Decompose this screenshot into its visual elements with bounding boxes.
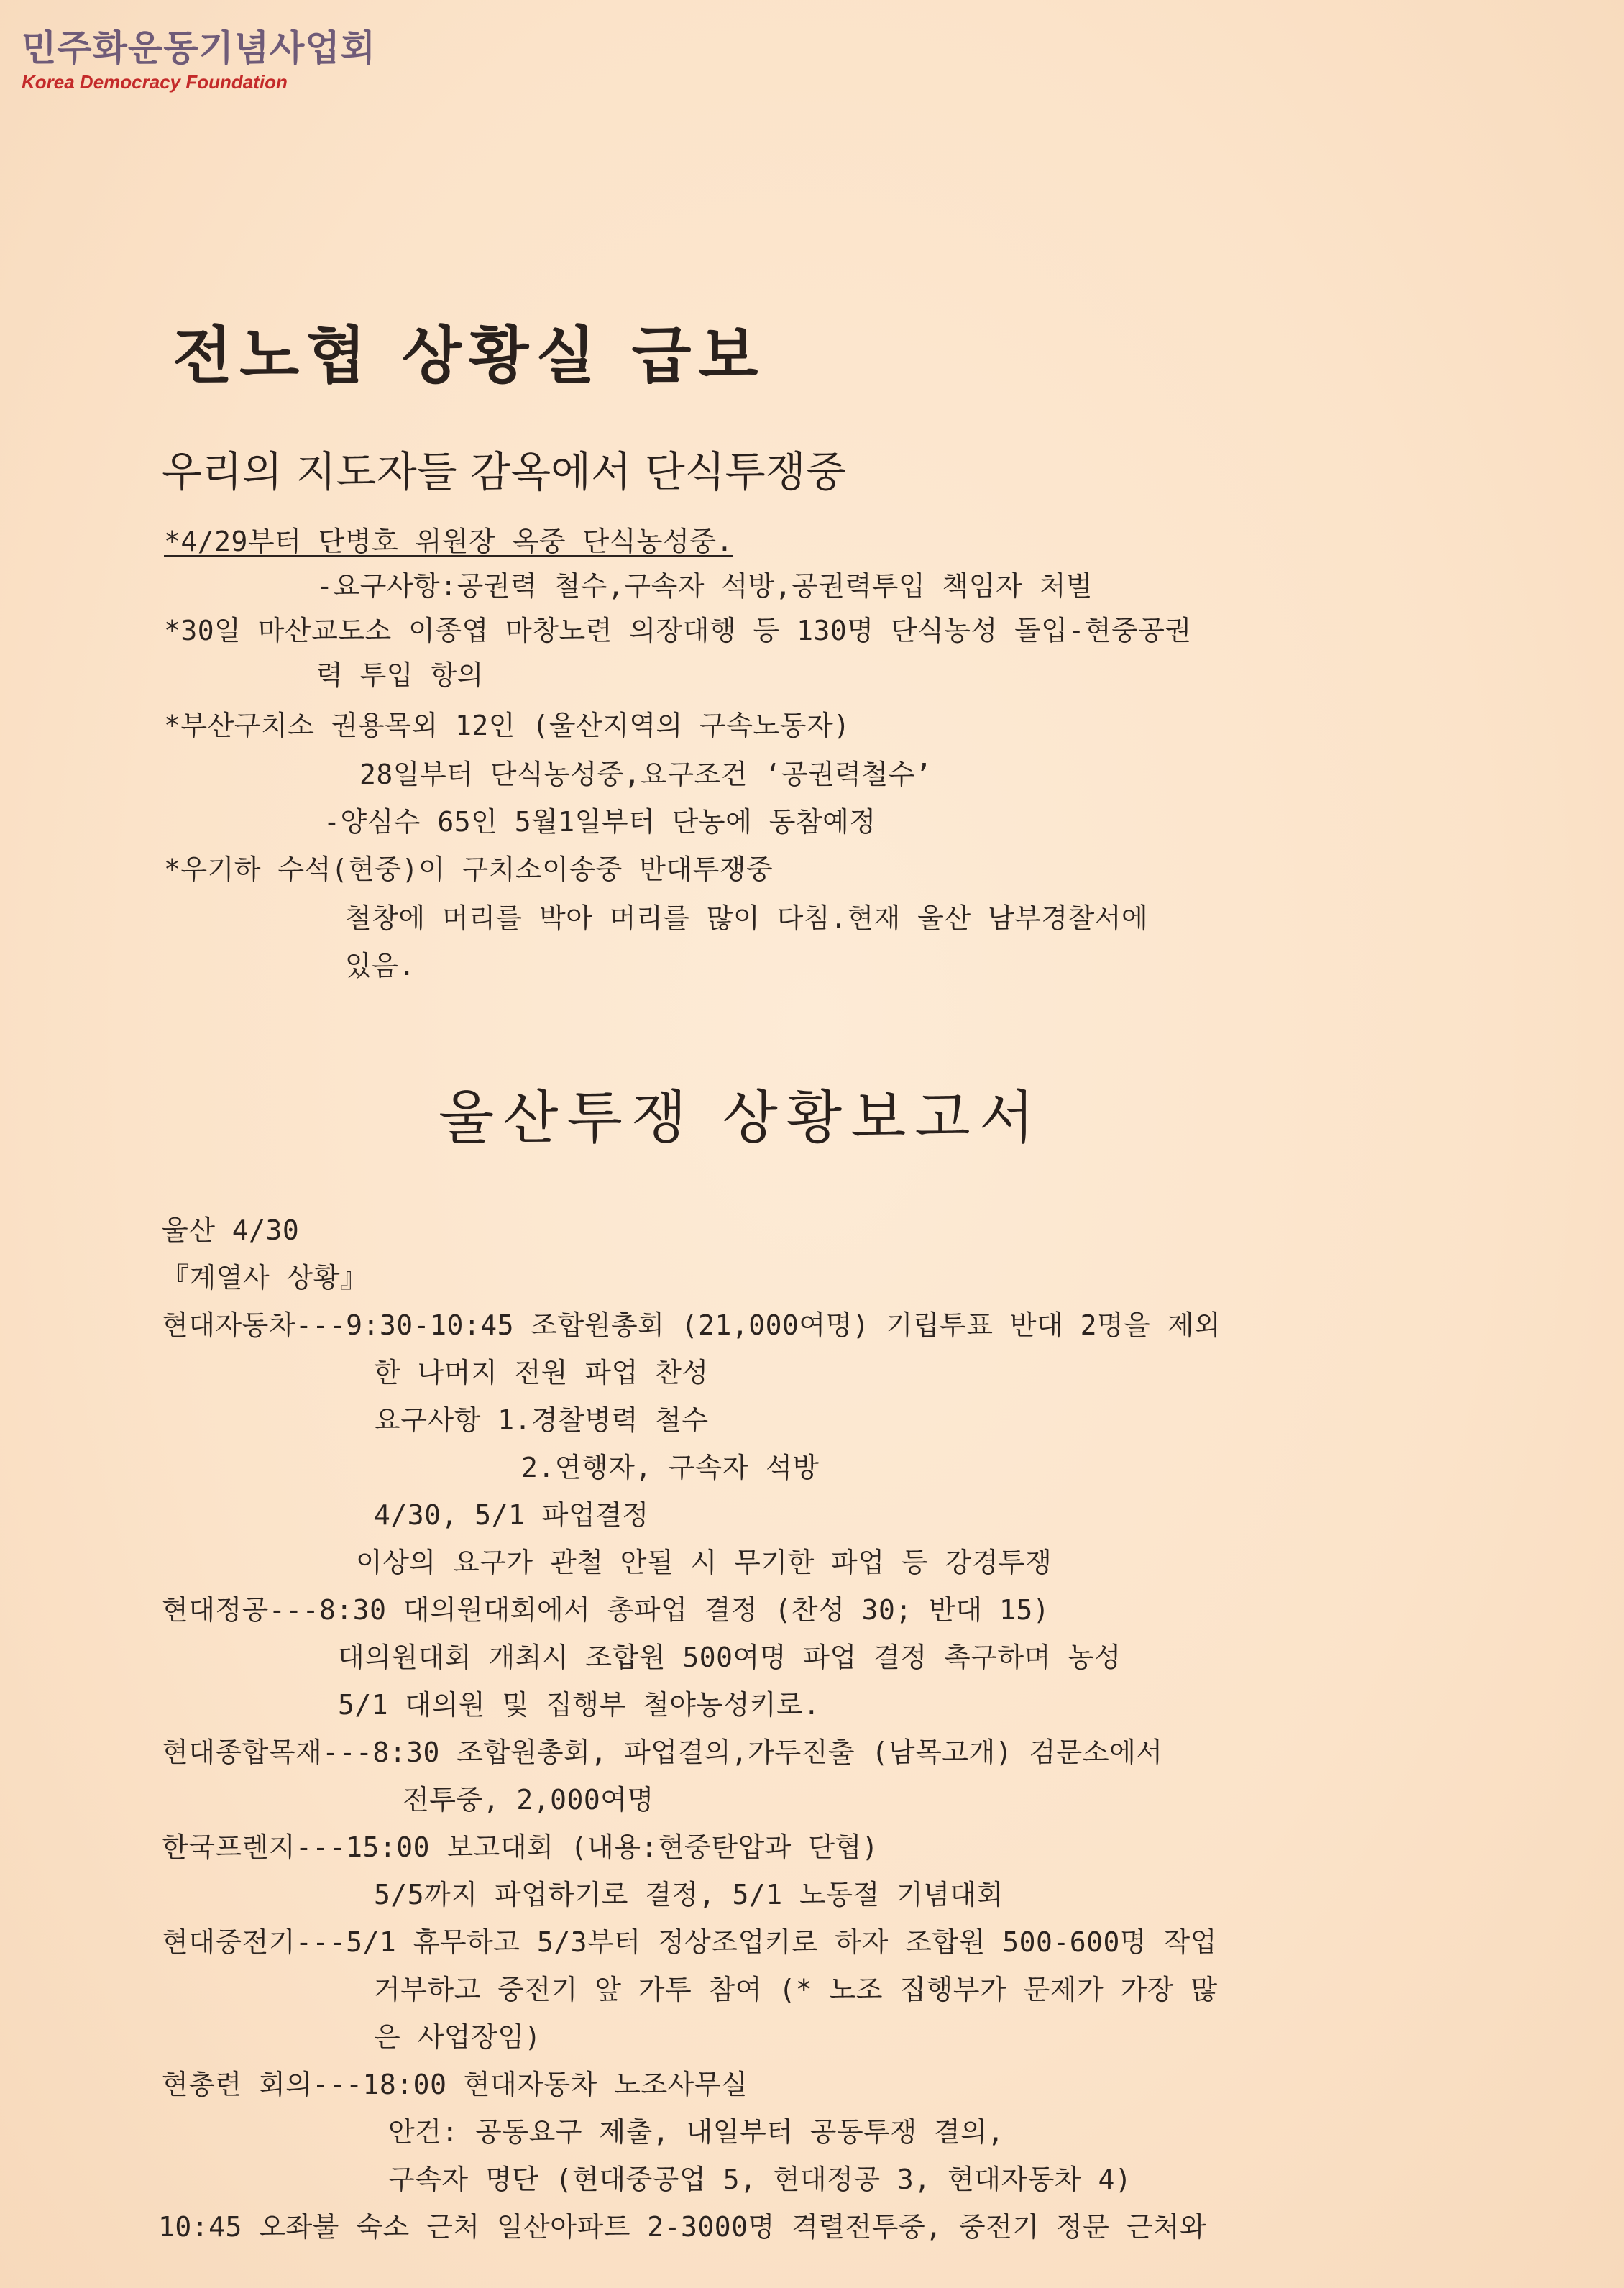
text-line: *부산구치소 권용목외 12인 (울산지역의 구속노동자) (164, 710, 850, 741)
report-title: 울산투쟁 상황보고서 (439, 1084, 1043, 1151)
text-line: 현대중전기---5/1 휴무하고 5/3부터 정상조업키로 하자 조합원 500-600명 작업 (162, 1926, 1217, 1958)
text-line: 5/5까지 파업하기로 결정, 5/1 노동절 기념대회 (374, 1879, 1004, 1911)
text-line: 력 투입 항의 (316, 659, 484, 691)
text-line: 28일부터 단식농성중,요구조건 ‘공권력철수’ (359, 759, 932, 790)
text-line: 현대정공---8:30 대의원대회에서 총파업 결정 (찬성 30; 반대 15) (162, 1594, 1050, 1626)
text-line: 현총련 회의---18:00 현대자동차 노조사무실 (162, 2069, 748, 2100)
text-line: -양심수 65인 5월1일부터 단농에 동참예정 (324, 806, 876, 838)
text-line: 울산 4/30 (162, 1214, 300, 1246)
watermark-org-korean: 민주화운동기념사업회 (22, 27, 376, 69)
text-line: 전투중, 2,000여명 (403, 1784, 654, 1816)
text-line: 현대자동차---9:30-10:45 조합원총회 (21,000여명) 기립투표 반대 2명을 제외 (162, 1309, 1221, 1341)
watermark-logo (22, 26, 376, 93)
text-line: 대의원대회 개최시 조합원 500여명 파업 결정 촉구하며 농성 (338, 1642, 1121, 1673)
text-line: 2.연행자, 구속자 석방 (521, 1452, 820, 1483)
text-line: 한국프렌지---15:00 보고대회 (내용:현중탄압과 단협) (162, 1831, 879, 1863)
text-line: 10:45 오좌불 숙소 근처 일산아파트 2-3000명 격렬전투중, 중전기 정문 근처와 (158, 2211, 1207, 2243)
text-line: -요구사항:공권력 철수,구속자 석방,공권력투입 책임자 처벌 (316, 570, 1093, 602)
text-line: 한 나머지 전원 파업 찬성 (374, 1357, 709, 1388)
text-line: 5/1 대의원 및 집행부 철야농성키로. (338, 1689, 820, 1721)
text-line: *4/29부터 단병호 위원장 옥중 단식농성중. (164, 526, 733, 557)
watermark-org-english: Korea Democracy Foundation (22, 71, 288, 93)
text-line: 철창에 머리를 박아 머리를 많이 다침.현재 울산 남부경찰서에 (345, 902, 1149, 934)
text-line: 현대종합목재---8:30 조합원총회, 파업결의,가두진출 (남목고개) 검문소에서 (162, 1736, 1163, 1768)
document-subtitle: 우리의 지도자들 감옥에서 단식투쟁중 (162, 447, 846, 496)
text-line: 4/30, 5/1 파업결정 (374, 1499, 649, 1531)
text-line: *우기하 수석(현중)이 구치소이송중 반대투쟁중 (164, 854, 774, 885)
document-title: 전노협 상황실 급보 (173, 320, 766, 392)
text-line: *30일 마산교도소 이종엽 마창노련 의장대행 등 130명 단식농성 돌입-현중공권 (164, 615, 1192, 646)
text-line: 안건: 공동요구 제출, 내일부터 공동투쟁 결의, (388, 2116, 1004, 2148)
text-line: 『계열사 상황』 (162, 1262, 368, 1294)
text-line: 이상의 요구가 관철 안될 시 무기한 파업 등 강경투쟁 (356, 1547, 1052, 1578)
text-line: 구속자 명단 (현대중공업 5, 현대정공 3, 현대자동차 4) (388, 2164, 1132, 2195)
text-line: 거부하고 중전기 앞 가투 참여 (* 노조 집행부가 문제가 가장 많 (374, 1974, 1218, 2005)
text-line: 있음. (345, 950, 416, 981)
text-line: 은 사업장임) (374, 2021, 541, 2053)
text-line: 요구사항 1.경찰병력 철수 (374, 1404, 709, 1436)
